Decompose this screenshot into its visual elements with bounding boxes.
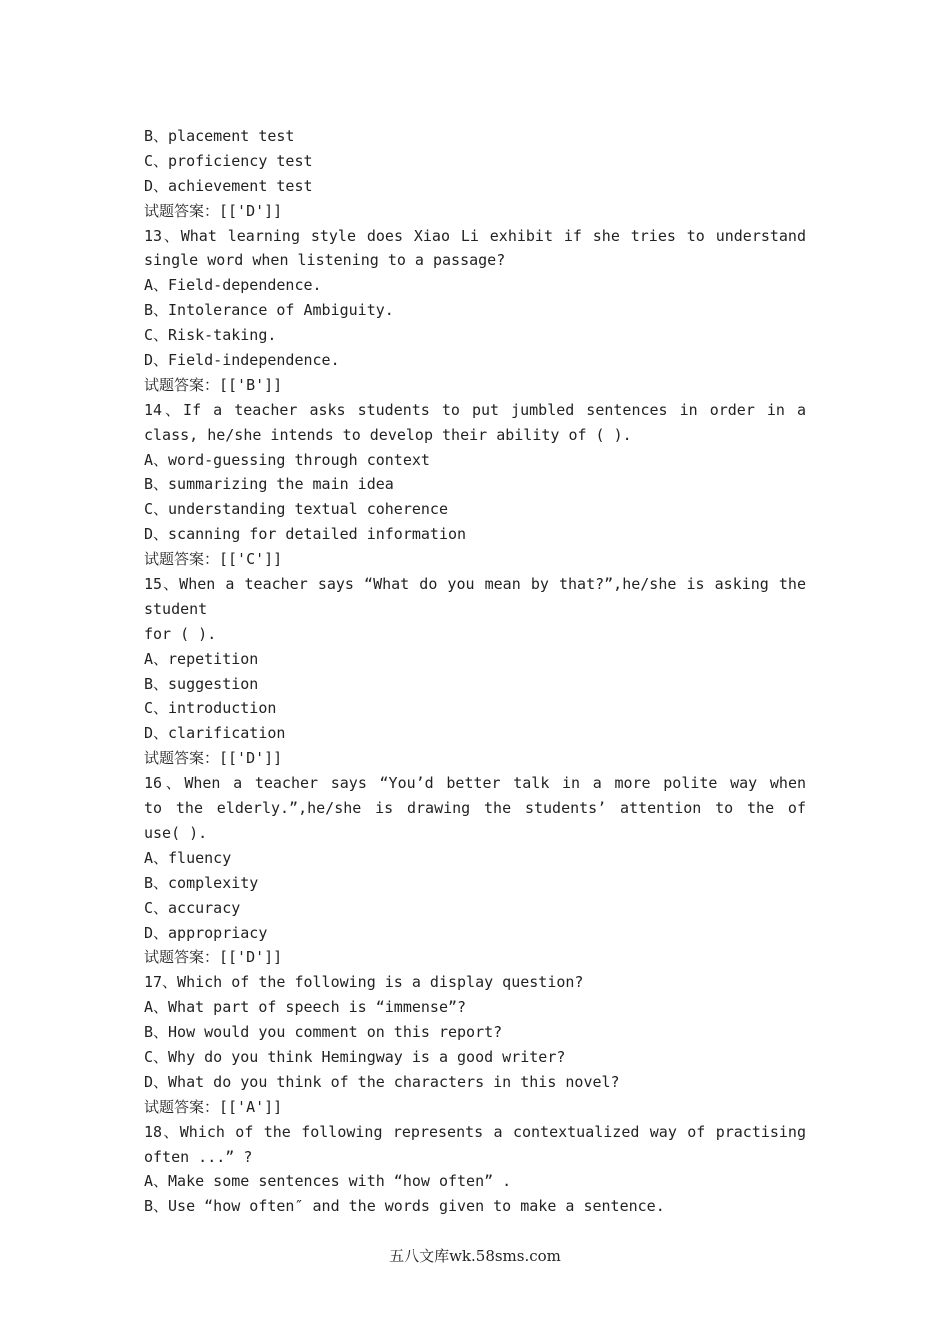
text-line: 17、Which of the following is a display question? <box>144 973 584 992</box>
text-line: 16、When a teacher says “You’d better talk in a more polite way when <box>144 774 806 793</box>
text-line: 15、When a teacher says “What do you mean by that?”,he/she is asking the <box>144 575 806 594</box>
text-line: often ...” ? <box>144 1147 253 1166</box>
text-line: A、Field-dependence. <box>144 276 322 295</box>
text-line: A、Make some sentences with “how often” . <box>144 1172 512 1191</box>
text-line: 试题答案：[['D']] <box>144 749 283 768</box>
text-line: single word when listening to a passage? <box>144 251 506 270</box>
text-line: D、scanning for detailed information <box>144 525 467 544</box>
text-line: 18、Which of the following represents a contextualized way of practising <box>144 1122 806 1141</box>
text-line: B、complexity <box>144 873 259 892</box>
text-line: A、word-guessing through context <box>144 450 430 469</box>
text-line: 试题答案：[['D']] <box>144 948 283 967</box>
text-line: D、What do you think of the characters in this novel? <box>144 1072 620 1091</box>
text-line: use( ). <box>144 823 208 842</box>
text-line: D、achievement test <box>144 176 313 195</box>
text-line: B、summarizing the main idea <box>144 475 394 494</box>
text-line: B、suggestion <box>144 674 259 693</box>
text-line: 试题答案：[['A']] <box>144 1097 283 1116</box>
text-line: D、clarification <box>144 724 286 743</box>
text-line: 试题答案：[['C']] <box>144 550 283 569</box>
text-line: student <box>144 599 208 618</box>
text-line: A、What part of speech is “immense”? <box>144 998 467 1017</box>
text-line: B、How would you comment on this report? <box>144 1023 503 1042</box>
text-line: to the elderly.”,he/she is drawing the students’ attention to the of <box>144 799 806 818</box>
page-footer: 五八文库wk.58sms.com <box>389 1247 561 1265</box>
text-line: A、fluency <box>144 848 232 867</box>
text-line: B、Intolerance of Ambiguity. <box>144 301 394 320</box>
text-line: D、appropriacy <box>144 923 268 942</box>
document-body <box>144 124 806 1219</box>
text-line: 试题答案：[['B']] <box>144 375 283 394</box>
text-line: C、Why do you think Hemingway is a good writer? <box>144 1047 566 1066</box>
text-line: C、proficiency test <box>144 151 313 170</box>
text-line: A、repetition <box>144 649 259 668</box>
text-line: B、Use “how often″ and the words given to make a sentence. <box>144 1197 665 1216</box>
text-line: C、introduction <box>144 699 277 718</box>
text-line: 试题答案：[['D']] <box>144 201 283 220</box>
text-line: class, he/she intends to develop their ability of ( ). <box>144 425 632 444</box>
text-line: C、accuracy <box>144 898 241 917</box>
text-line: 14、If a teacher asks students to put jumbled sentences in order in a <box>144 400 806 419</box>
text-line: 13、What learning style does Xiao Li exhibit if she tries to understand <box>144 226 806 245</box>
text-line: B、placement test <box>144 127 295 145</box>
text-line: C、Risk-taking. <box>144 326 277 345</box>
text-line: for ( ). <box>144 624 217 643</box>
text-line: C、understanding textual coherence <box>144 500 448 519</box>
text-line: D、Field-independence. <box>144 351 340 370</box>
